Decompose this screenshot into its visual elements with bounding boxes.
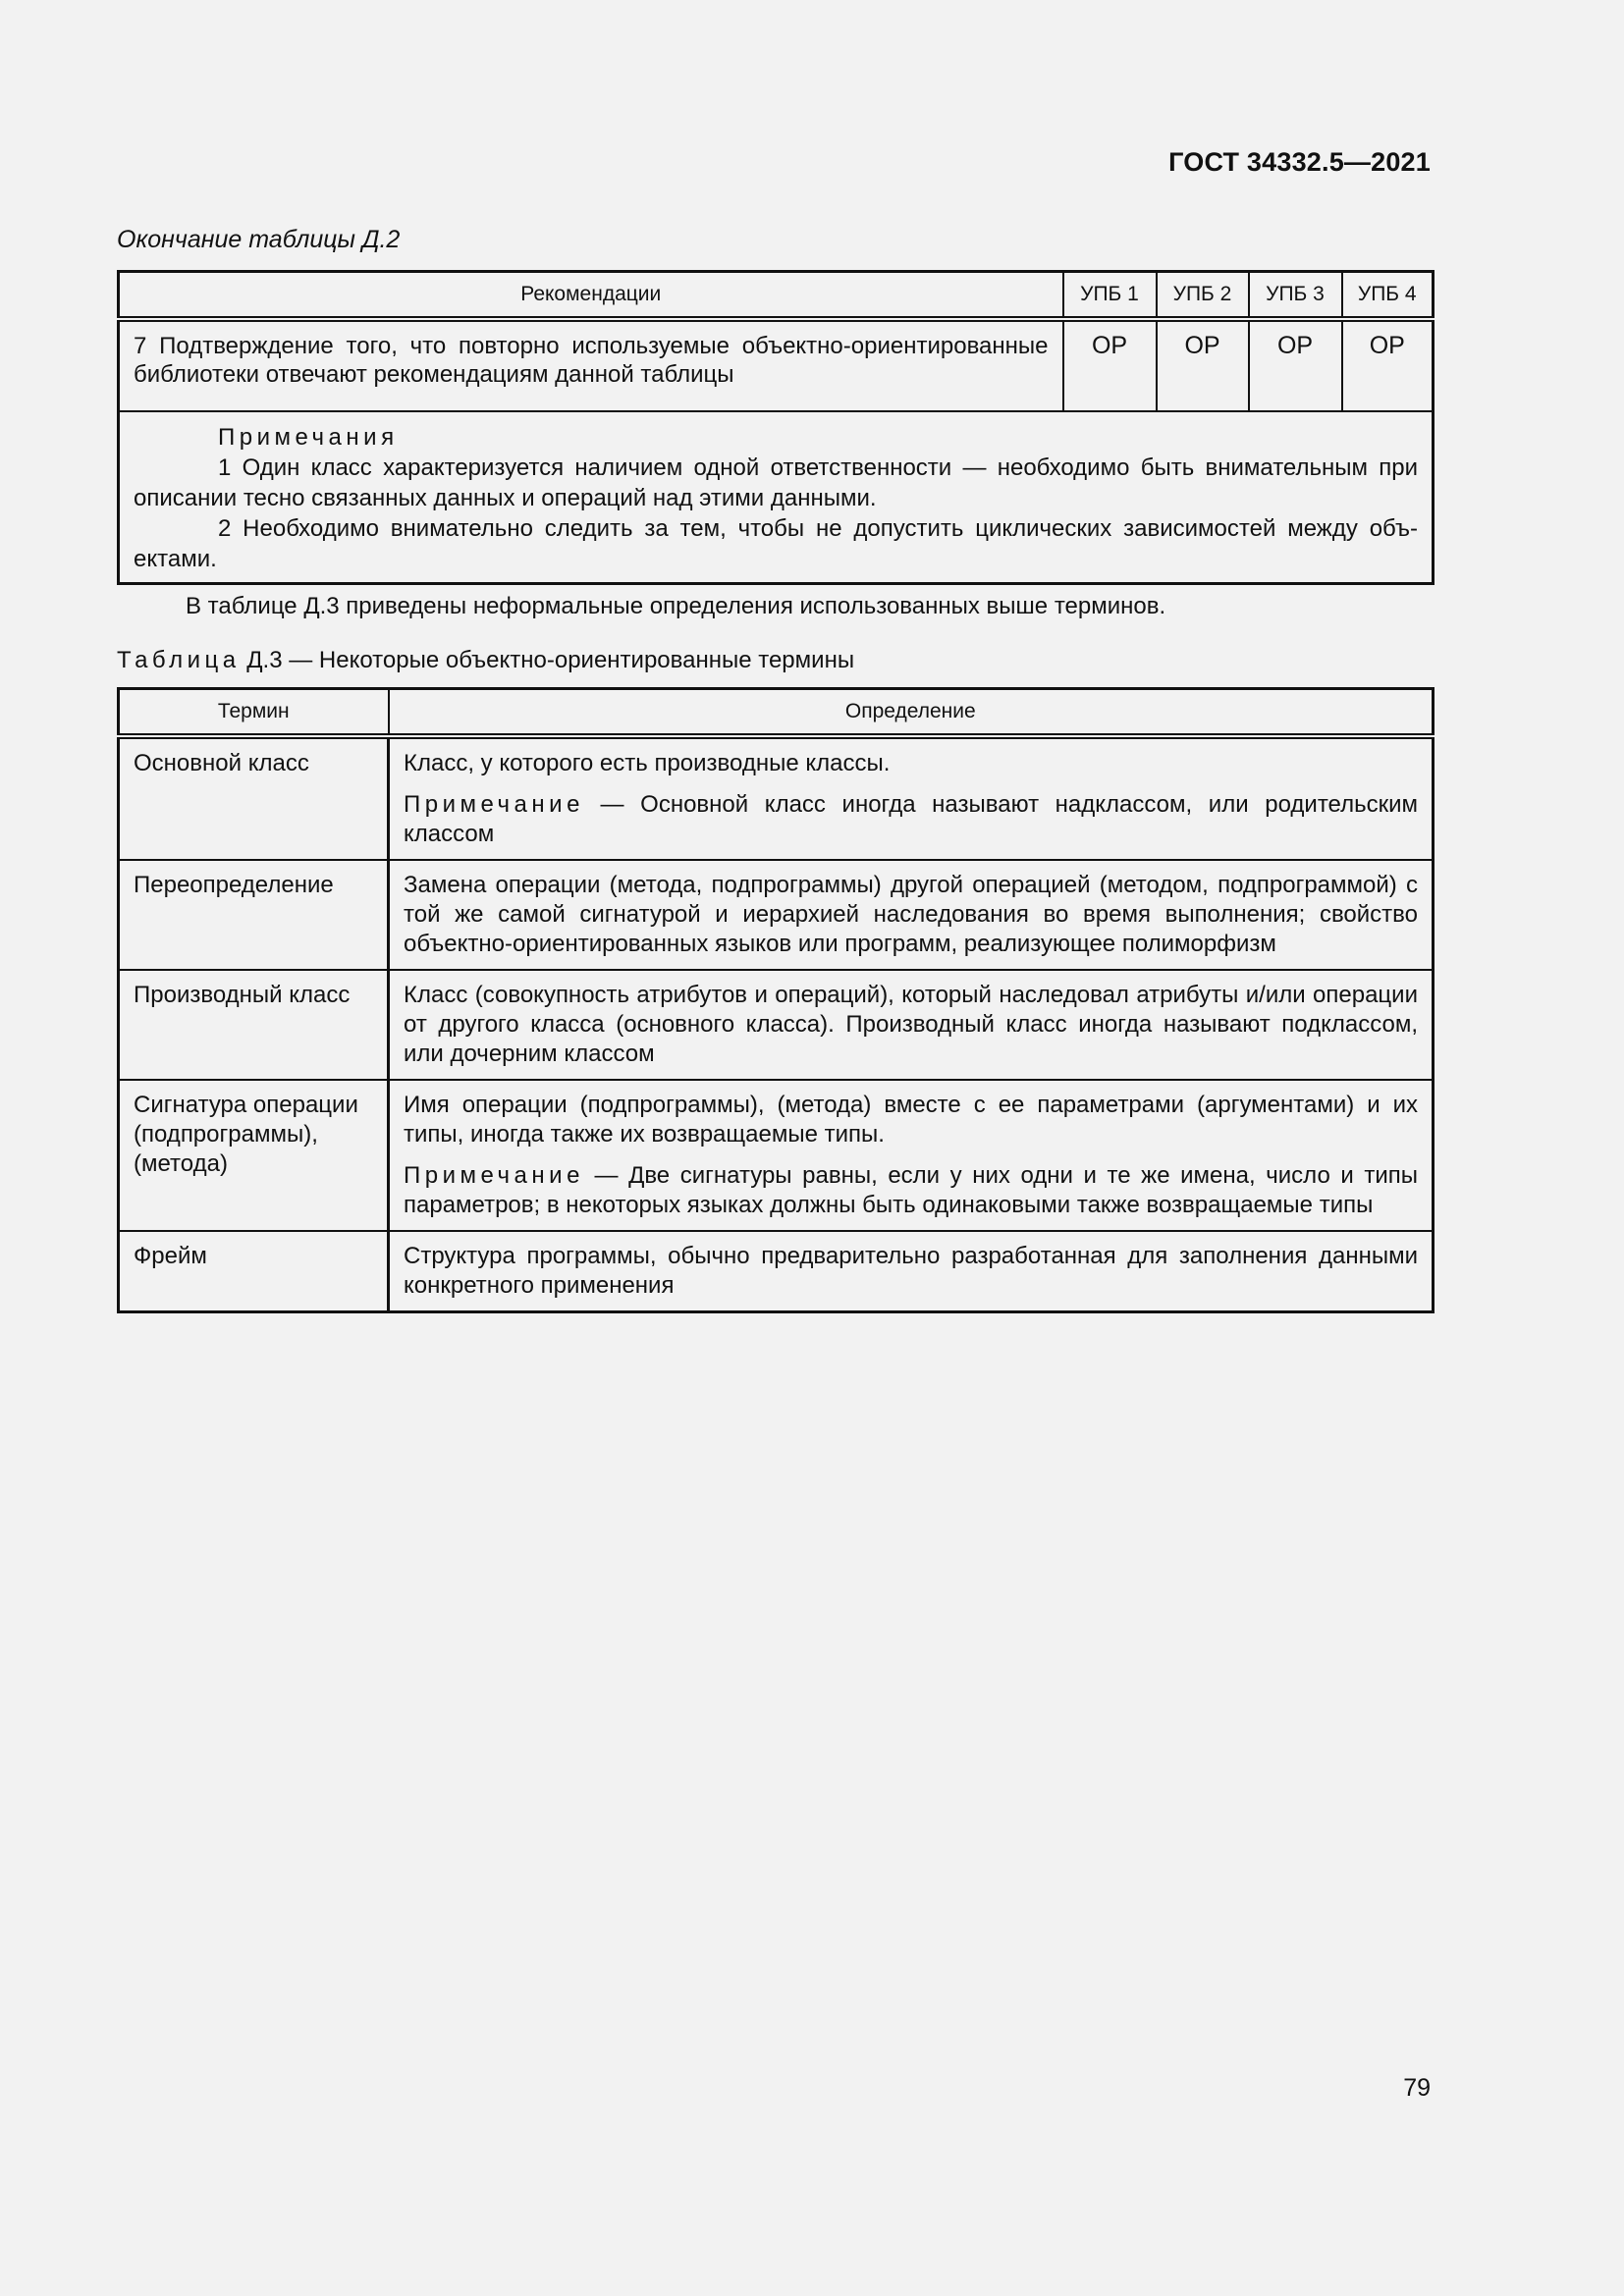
notes-title: Примечания	[218, 424, 399, 451]
note-label: Примечание	[404, 1162, 584, 1189]
note-text: — Основной класс иногда называют надклассом, или родительским классом	[404, 791, 1418, 847]
definition-cell	[389, 1231, 1434, 1312]
definition-cell	[389, 1080, 1434, 1231]
term-cell: Основной класс	[119, 736, 389, 860]
definition-text: Структура программы, обычно предварительно разработанная для заполнения данными конкретного применения	[404, 1243, 1418, 1299]
note-label: Примечание	[404, 791, 584, 818]
column-header-upb4: УПБ 4	[1342, 272, 1434, 320]
definition-text: Класс (совокупность атрибутов и операций), который наследовал атрибуты и/или операции от другого класса (основного класса). Производный класс иногда называют подклассом, или дочерним классом	[404, 982, 1418, 1067]
table-row	[119, 1080, 1434, 1231]
definition-note	[404, 1161, 1418, 1220]
note-text: — Две сигнатуры равны, если у них одни и те же имена, число и типы параметров; в некоторых языках должны быть одинаковыми также возвращаемые типы	[404, 1162, 1418, 1218]
table-row	[119, 319, 1434, 411]
intro-paragraph: В таблице Д.3 приведены неформальные определения использованных выше терминов.	[186, 593, 1166, 619]
table-header-row	[119, 689, 1434, 737]
table-row	[119, 970, 1434, 1080]
table-row	[119, 1231, 1434, 1312]
column-header-upb3: УПБ 3	[1249, 272, 1342, 320]
definition-cell	[389, 970, 1434, 1080]
notes-row	[119, 411, 1434, 584]
table-title-label: Таблица	[117, 647, 241, 673]
definition-text: Класс, у которого есть производные классы.	[404, 750, 891, 776]
recommendation-cell: 7 Подтверждение того, что повторно используемые объектно-ориентированные библиотеки отвечают рекомендациям данной таблицы	[119, 319, 1063, 411]
definition-text: Замена операции (метода, подпрограммы) другой операцией (методом, подпрограммой) с той же самой сигнатурой и иерархией наследования во время выполнения; свойство объектно-ориентированных языков или программ, реализующее полиморфизм	[404, 872, 1418, 957]
term-cell: Фрейм	[119, 1231, 389, 1312]
column-header-upb1: УПБ 1	[1063, 272, 1157, 320]
term-cell: Переопределение	[119, 860, 389, 970]
note-item: 1 Один класс характеризуется наличием одной ответственности — необходимо быть внимательным при описании тесно связанных данных и операций над этими данными.	[134, 454, 1418, 511]
note-item: 2 Необходимо внимательно следить за тем, чтобы не допустить циклических зависимостей между объектами.	[134, 515, 1418, 572]
table-d3-title	[117, 647, 854, 674]
value-cell-upb3: ОР	[1249, 319, 1342, 411]
term-cell: Производный класс	[119, 970, 389, 1080]
document-code: ГОСТ 34332.5—2021	[1168, 147, 1431, 177]
term-cell: Сигнатура операции (подпрограммы), (метода)	[119, 1080, 389, 1231]
table-title-text: Д.3 — Некоторые объектно-ориентированные термины	[246, 647, 855, 673]
notes-cell	[119, 411, 1434, 584]
definition-note	[404, 790, 1418, 849]
table-d3	[117, 687, 1435, 1313]
value-cell-upb2: ОР	[1157, 319, 1249, 411]
table-row	[119, 736, 1434, 860]
table-d2	[117, 270, 1435, 585]
definition-cell	[389, 860, 1434, 970]
column-header-upb2: УПБ 2	[1157, 272, 1249, 320]
value-cell-upb4: ОР	[1342, 319, 1434, 411]
value-cell-upb1: ОР	[1063, 319, 1157, 411]
column-header-recommendations: Рекомендации	[119, 272, 1063, 320]
page-number: 79	[1403, 2074, 1431, 2102]
definition-text: Имя операции (подпрограммы), (метода) вместе с ее параметрами (аргументами) и их типы, иногда также их возвращаемые типы.	[404, 1092, 1418, 1148]
column-header-definition: Определение	[389, 689, 1434, 737]
table-row	[119, 860, 1434, 970]
table-continuation-caption: Окончание таблицы Д.2	[117, 226, 401, 253]
definition-cell	[389, 736, 1434, 860]
column-header-term: Термин	[119, 689, 389, 737]
table-header-row	[119, 272, 1434, 320]
